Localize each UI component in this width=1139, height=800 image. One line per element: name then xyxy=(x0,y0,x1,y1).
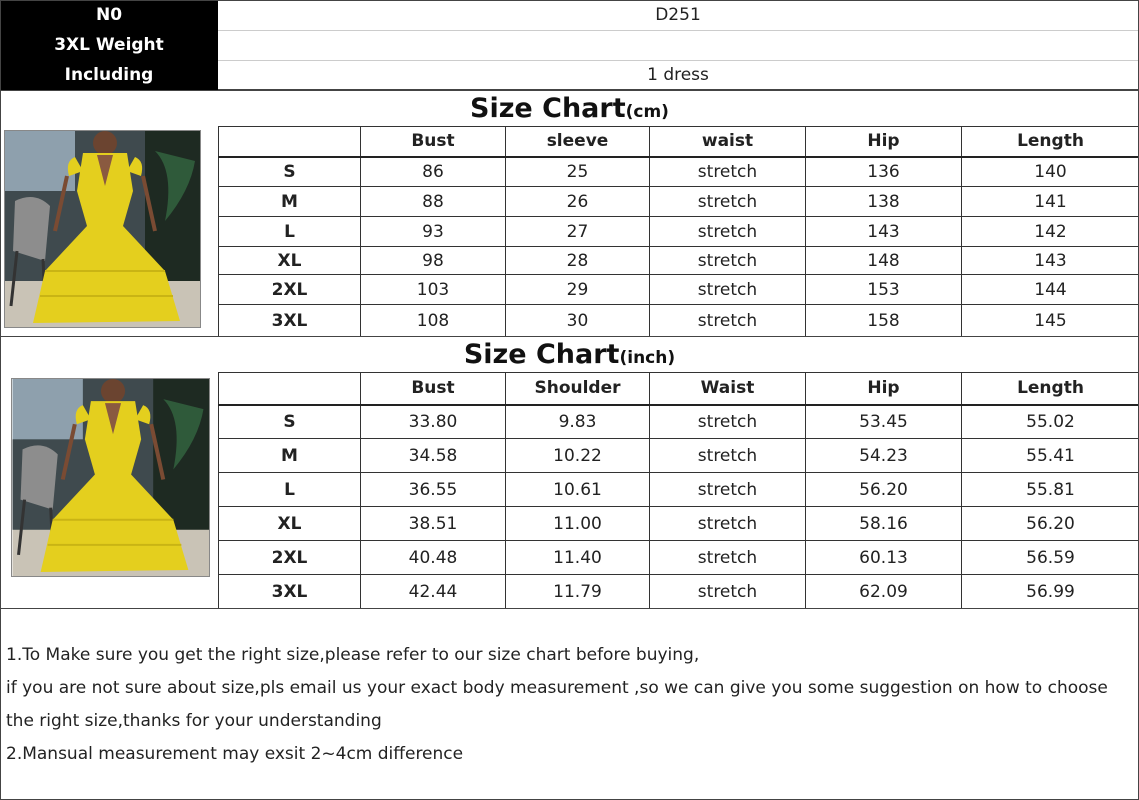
table-cell: 136 xyxy=(806,157,962,187)
note-line: if you are not sure about size,pls email us your exact body measurement ,so we can give you some suggestion on how to choose xyxy=(6,678,1108,698)
table-cell: 143 xyxy=(806,217,962,247)
table-cell: 33.80 xyxy=(361,405,506,439)
col-header-length: Length xyxy=(962,127,1139,157)
table-cell: stretch xyxy=(650,575,806,609)
table-cell: 36.55 xyxy=(361,473,506,507)
table-row xyxy=(219,405,1139,439)
size-label: 2XL xyxy=(219,275,361,305)
size-label: XL xyxy=(219,507,361,541)
table-cell: 138 xyxy=(806,187,962,217)
table-cell: 56.20 xyxy=(962,507,1139,541)
table-cell: 55.81 xyxy=(962,473,1139,507)
col-header-length: Length xyxy=(962,373,1139,405)
col-header-hip: Hip xyxy=(806,373,962,405)
size-table-cm xyxy=(218,126,1139,337)
header-including-value: 1 dress xyxy=(647,65,709,85)
table-cell: 140 xyxy=(962,157,1139,187)
table-cell: 11.00 xyxy=(506,507,650,541)
table-cell: 38.51 xyxy=(361,507,506,541)
table-cell: 108 xyxy=(361,305,506,337)
chart-title: Size Chart xyxy=(463,339,620,370)
table-row xyxy=(219,507,1139,541)
size-table-inch xyxy=(218,372,1139,609)
table-row xyxy=(219,575,1139,609)
header-no-label: N0 xyxy=(95,5,123,25)
size-label: M xyxy=(219,187,361,217)
table-row xyxy=(219,541,1139,575)
table-cell: 86 xyxy=(361,157,506,187)
dress-photo-1 xyxy=(4,130,201,328)
table-cell: 153 xyxy=(806,275,962,305)
table-cell: 10.22 xyxy=(506,439,650,473)
table-cell: 40.48 xyxy=(361,541,506,575)
table-cell: 54.23 xyxy=(806,439,962,473)
size-label: L xyxy=(219,473,361,507)
table-cell: 56.20 xyxy=(806,473,962,507)
table-cell: 56.99 xyxy=(962,575,1139,609)
note-line: 1.To Make sure you get the right size,please refer to our size chart before buying, xyxy=(6,645,700,665)
size-label: 2XL xyxy=(219,541,361,575)
size-label: 3XL xyxy=(219,575,361,609)
col-header-hip: Hip xyxy=(806,127,962,157)
table-cell: 158 xyxy=(806,305,962,337)
col-header-sleeve: sleeve xyxy=(506,127,650,157)
table-cell: stretch xyxy=(650,217,806,247)
table-cell: 143 xyxy=(962,247,1139,275)
size-chart-inch-title xyxy=(0,336,1139,372)
col-header-waist: waist xyxy=(650,127,806,157)
table-cell: 148 xyxy=(806,247,962,275)
table-row xyxy=(219,247,1139,275)
table-cell: stretch xyxy=(650,507,806,541)
dress-image xyxy=(5,131,201,328)
table-row xyxy=(219,217,1139,247)
table-cell: 10.61 xyxy=(506,473,650,507)
table-cell: 93 xyxy=(361,217,506,247)
table-row xyxy=(219,187,1139,217)
table-cell: 56.59 xyxy=(962,541,1139,575)
table-row xyxy=(219,275,1139,305)
chart-title: Size Chart xyxy=(470,93,626,124)
table-cell: 9.83 xyxy=(506,405,650,439)
table-cell: stretch xyxy=(650,157,806,187)
table-cell: 88 xyxy=(361,187,506,217)
size-label: M xyxy=(219,439,361,473)
chart-unit: (cm) xyxy=(625,102,669,122)
table-row xyxy=(219,157,1139,187)
header-including-label: Including xyxy=(64,65,154,85)
dress-image xyxy=(12,379,210,577)
table-cell: 58.16 xyxy=(806,507,962,541)
table-cell: 29 xyxy=(506,275,650,305)
header-weight-label: 3XL Weight xyxy=(54,35,164,55)
table-cell: 144 xyxy=(962,275,1139,305)
table-cell: 60.13 xyxy=(806,541,962,575)
table-cell: 30 xyxy=(506,305,650,337)
table-cell: 98 xyxy=(361,247,506,275)
col-header-shoulder: Shoulder xyxy=(506,373,650,405)
table-cell: 11.40 xyxy=(506,541,650,575)
note-line: the right size,thanks for your understanding xyxy=(6,711,382,731)
size-label: XL xyxy=(219,247,361,275)
table-cell: 145 xyxy=(962,305,1139,337)
header-right-block xyxy=(218,0,1139,90)
table-cell: stretch xyxy=(650,247,806,275)
table-cell: 28 xyxy=(506,247,650,275)
size-label: 3XL xyxy=(219,305,361,337)
size-label: S xyxy=(219,405,361,439)
table-cell: stretch xyxy=(650,541,806,575)
table-cell: 42.44 xyxy=(361,575,506,609)
col-header-size xyxy=(219,373,361,405)
table-cell: 142 xyxy=(962,217,1139,247)
table-cell: 103 xyxy=(361,275,506,305)
table-cell: 55.02 xyxy=(962,405,1139,439)
table-cell: 25 xyxy=(506,157,650,187)
table-cell: 141 xyxy=(962,187,1139,217)
size-chart-cm-title xyxy=(0,90,1139,126)
table-cell: 62.09 xyxy=(806,575,962,609)
table-cell: stretch xyxy=(650,439,806,473)
col-header-size xyxy=(219,127,361,157)
table-row xyxy=(219,439,1139,473)
col-header-waist: Waist xyxy=(650,373,806,405)
table-cell: stretch xyxy=(650,405,806,439)
table-cell: 11.79 xyxy=(506,575,650,609)
size-label: L xyxy=(219,217,361,247)
col-header-bust: Bust xyxy=(361,127,506,157)
table-cell: 34.58 xyxy=(361,439,506,473)
table-cell: 27 xyxy=(506,217,650,247)
size-label: S xyxy=(219,157,361,187)
table-cell: stretch xyxy=(650,305,806,337)
note-line: 2.Mansual measurement may exsit 2~4cm difference xyxy=(6,744,464,764)
size-notes xyxy=(0,608,1139,800)
table-row xyxy=(219,305,1139,337)
table-cell: stretch xyxy=(650,187,806,217)
header-weight-value xyxy=(218,31,1138,61)
table-cell: stretch xyxy=(650,473,806,507)
table-cell: stretch xyxy=(650,275,806,305)
col-header-bust: Bust xyxy=(361,373,506,405)
header-left-block xyxy=(0,0,218,90)
dress-photo-2 xyxy=(11,378,210,577)
table-cell: 26 xyxy=(506,187,650,217)
table-cell: 53.45 xyxy=(806,405,962,439)
header-model-number: D251 xyxy=(218,1,1138,31)
table-cell: 55.41 xyxy=(962,439,1139,473)
chart-unit: (inch) xyxy=(619,348,676,368)
table-row xyxy=(219,473,1139,507)
